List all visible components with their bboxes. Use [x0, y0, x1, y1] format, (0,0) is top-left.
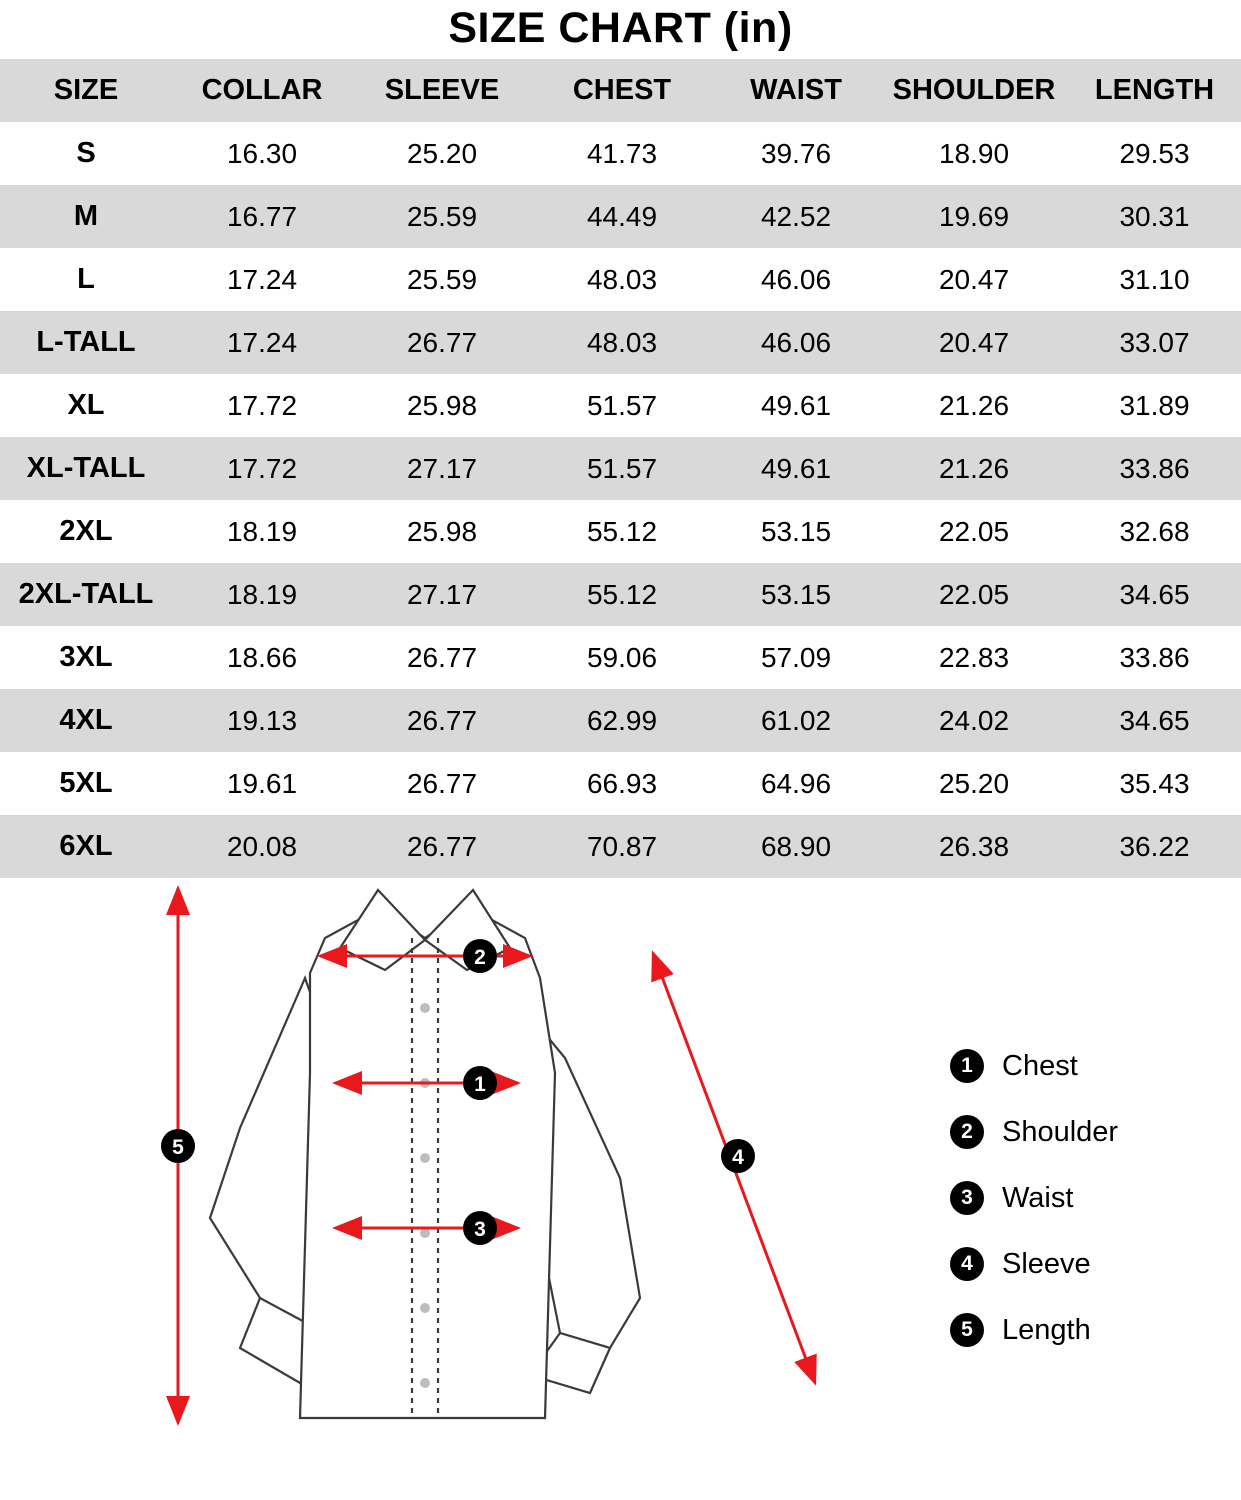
cell-shoulder: 19.69: [880, 185, 1068, 248]
cell-length: 36.22: [1068, 815, 1241, 878]
cell-shoulder: 22.05: [880, 500, 1068, 563]
measurement-diagram: [0, 878, 1241, 1438]
table-row: [0, 689, 1241, 752]
cell-length: 31.10: [1068, 248, 1241, 311]
cell-chest: 41.73: [532, 122, 712, 185]
cell-collar: 17.72: [172, 437, 352, 500]
cell-waist: 68.90: [712, 815, 880, 878]
cell-size: S: [0, 122, 172, 185]
size-chart-table: [0, 59, 1241, 878]
cell-shoulder: 18.90: [880, 122, 1068, 185]
cell-size: 3XL: [0, 626, 172, 689]
cell-collar: 16.30: [172, 122, 352, 185]
legend-label-length: Length: [1002, 1313, 1091, 1346]
cell-shoulder: 22.05: [880, 563, 1068, 626]
cell-length: 34.65: [1068, 563, 1241, 626]
cell-size: M: [0, 185, 172, 248]
legend-item-shoulder: [950, 1099, 1118, 1165]
cell-sleeve: 26.77: [352, 752, 532, 815]
cell-chest: 51.57: [532, 374, 712, 437]
cell-collar: 16.77: [172, 185, 352, 248]
cell-chest: 59.06: [532, 626, 712, 689]
column-header-shoulder: SHOULDER: [880, 59, 1068, 122]
column-header-chest: CHEST: [532, 59, 712, 122]
cell-size: 2XL: [0, 500, 172, 563]
cell-size: 4XL: [0, 689, 172, 752]
cell-shoulder: 22.83: [880, 626, 1068, 689]
cell-chest: 70.87: [532, 815, 712, 878]
cell-collar: 19.13: [172, 689, 352, 752]
cell-shoulder: 21.26: [880, 437, 1068, 500]
cell-sleeve: 26.77: [352, 815, 532, 878]
cell-chest: 48.03: [532, 311, 712, 374]
cell-length: 30.31: [1068, 185, 1241, 248]
cell-length: 31.89: [1068, 374, 1241, 437]
column-header-collar: COLLAR: [172, 59, 352, 122]
cell-sleeve: 27.17: [352, 563, 532, 626]
marker-4-icon: 4: [950, 1247, 984, 1281]
cell-sleeve: 26.77: [352, 626, 532, 689]
cell-waist: 46.06: [712, 248, 880, 311]
cell-collar: 19.61: [172, 752, 352, 815]
cell-size: L: [0, 248, 172, 311]
legend-item-waist: [950, 1165, 1118, 1231]
cell-sleeve: 27.17: [352, 437, 532, 500]
cell-waist: 49.61: [712, 374, 880, 437]
table-row: [0, 752, 1241, 815]
cell-collar: 18.19: [172, 563, 352, 626]
cell-shoulder: 21.26: [880, 374, 1068, 437]
cell-shoulder: 20.47: [880, 248, 1068, 311]
cell-chest: 44.49: [532, 185, 712, 248]
cell-waist: 53.15: [712, 500, 880, 563]
svg-text:5: 5: [172, 1136, 184, 1160]
svg-text:4: 4: [732, 1146, 744, 1170]
column-header-length: LENGTH: [1068, 59, 1241, 122]
svg-text:3: 3: [474, 1218, 486, 1242]
table-row: [0, 437, 1241, 500]
cell-size: 5XL: [0, 752, 172, 815]
cell-collar: 18.19: [172, 500, 352, 563]
shirt-illustration: [140, 878, 860, 1438]
cell-length: 32.68: [1068, 500, 1241, 563]
cell-waist: 61.02: [712, 689, 880, 752]
cell-waist: 46.06: [712, 311, 880, 374]
cell-waist: 53.15: [712, 563, 880, 626]
cell-chest: 48.03: [532, 248, 712, 311]
legend-item-sleeve: [950, 1231, 1118, 1297]
cell-sleeve: 25.20: [352, 122, 532, 185]
cell-collar: 20.08: [172, 815, 352, 878]
cell-size: 2XL-TALL: [0, 563, 172, 626]
cell-size: L-TALL: [0, 311, 172, 374]
cell-sleeve: 25.59: [352, 185, 532, 248]
cell-shoulder: 24.02: [880, 689, 1068, 752]
cell-waist: 39.76: [712, 122, 880, 185]
cell-sleeve: 25.98: [352, 374, 532, 437]
cell-shoulder: 20.47: [880, 311, 1068, 374]
cell-chest: 55.12: [532, 563, 712, 626]
marker-3-icon: 3: [950, 1181, 984, 1215]
cell-collar: 17.72: [172, 374, 352, 437]
cell-collar: 17.24: [172, 311, 352, 374]
cell-size: XL: [0, 374, 172, 437]
legend-item-chest: [950, 1033, 1118, 1099]
marker-5-icon: 5: [950, 1313, 984, 1347]
table-row: [0, 626, 1241, 689]
table-row: [0, 248, 1241, 311]
svg-text:2: 2: [474, 946, 486, 970]
cell-chest: 55.12: [532, 500, 712, 563]
cell-sleeve: 25.59: [352, 248, 532, 311]
cell-waist: 57.09: [712, 626, 880, 689]
cell-size: XL-TALL: [0, 437, 172, 500]
table-row: [0, 311, 1241, 374]
cell-waist: 49.61: [712, 437, 880, 500]
table-row: [0, 374, 1241, 437]
marker-1-icon: 1: [950, 1049, 984, 1083]
table-header-row: [0, 59, 1241, 122]
cell-length: 35.43: [1068, 752, 1241, 815]
cell-sleeve: 26.77: [352, 689, 532, 752]
legend-label-chest: Chest: [1002, 1049, 1078, 1082]
cell-sleeve: 25.98: [352, 500, 532, 563]
cell-chest: 51.57: [532, 437, 712, 500]
cell-length: 33.86: [1068, 437, 1241, 500]
cell-shoulder: 26.38: [880, 815, 1068, 878]
cell-waist: 64.96: [712, 752, 880, 815]
svg-text:1: 1: [474, 1073, 486, 1097]
cell-length: 29.53: [1068, 122, 1241, 185]
legend-label-sleeve: Sleeve: [1002, 1247, 1091, 1280]
cell-length: 34.65: [1068, 689, 1241, 752]
cell-size: 6XL: [0, 815, 172, 878]
legend-label-shoulder: Shoulder: [1002, 1115, 1119, 1148]
cell-length: 33.86: [1068, 626, 1241, 689]
cell-waist: 42.52: [712, 185, 880, 248]
cell-collar: 18.66: [172, 626, 352, 689]
column-header-size: SIZE: [0, 59, 172, 122]
table-row: [0, 122, 1241, 185]
column-header-sleeve: SLEEVE: [352, 59, 532, 122]
cell-sleeve: 26.77: [352, 311, 532, 374]
cell-chest: 62.99: [532, 689, 712, 752]
table-row: [0, 500, 1241, 563]
table-row: [0, 563, 1241, 626]
cell-chest: 66.93: [532, 752, 712, 815]
cell-length: 33.07: [1068, 311, 1241, 374]
marker-2-icon: 2: [950, 1115, 984, 1149]
measurement-legend: [950, 1033, 1118, 1363]
legend-label-waist: Waist: [1002, 1181, 1074, 1214]
page-title: SIZE CHART (in): [448, 4, 793, 52]
table-row: [0, 185, 1241, 248]
cell-shoulder: 25.20: [880, 752, 1068, 815]
table-row: [0, 815, 1241, 878]
column-header-waist: WAIST: [712, 59, 880, 122]
cell-collar: 17.24: [172, 248, 352, 311]
legend-item-length: [950, 1297, 1118, 1363]
